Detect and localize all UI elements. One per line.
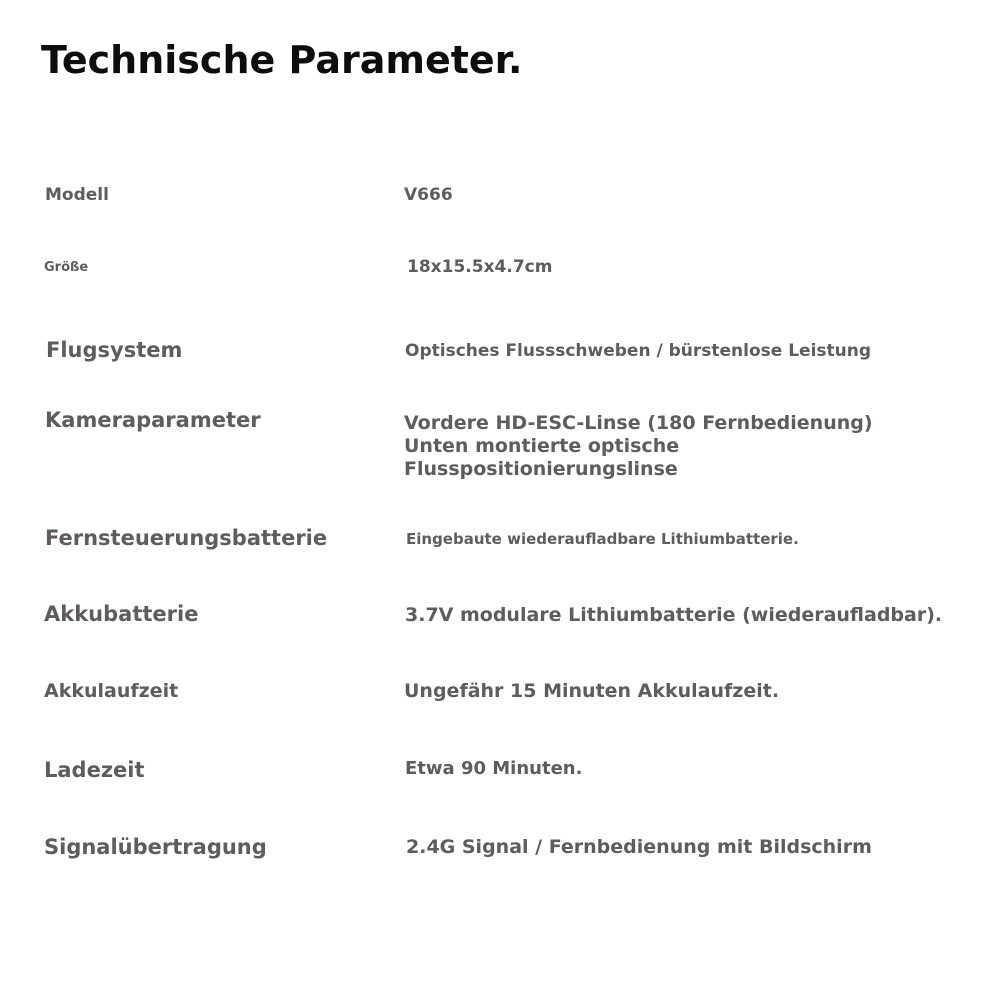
spec-value: Etwa 90 Minuten.: [405, 758, 583, 779]
spec-value: Optisches Flussschweben / bürstenlose Leistung: [405, 341, 872, 361]
spec-value: 3.7V modulare Lithiumbatterie (wiederaufladbar).: [405, 604, 943, 626]
spec-label: Modell: [45, 185, 109, 205]
page-title: Technische Parameter.: [41, 38, 523, 82]
spec-label: Akkulaufzeit: [44, 680, 179, 702]
spec-value: Vordere HD-ESC-Linse (180 Fernbedienung) Unten montierte optische Flusspositionierungslinse: [404, 412, 873, 480]
spec-label: Signalübertragung: [44, 835, 267, 859]
spec-value: Eingebaute wiederaufladbare Lithiumbatterie.: [406, 530, 799, 548]
spec-value: Ungefähr 15 Minuten Akkulaufzeit.: [404, 680, 780, 702]
spec-label: Akkubatterie: [44, 602, 199, 626]
spec-label: Flugsystem: [46, 338, 183, 362]
spec-label: Ladezeit: [44, 758, 145, 782]
spec-label: Fernsteuerungsbatterie: [45, 526, 328, 550]
spec-label: Kameraparameter: [45, 408, 261, 432]
spec-value: V666: [404, 185, 453, 205]
spec-value: 2.4G Signal / Fernbedienung mit Bildschirm: [406, 836, 872, 858]
spec-value: 18x15.5x4.7cm: [407, 257, 553, 277]
spec-label: Größe: [44, 260, 89, 275]
